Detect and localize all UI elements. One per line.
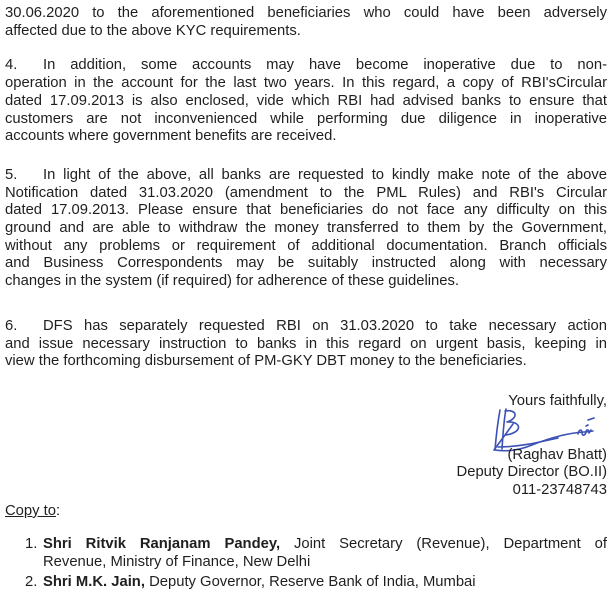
paragraph-number: 4. [5,57,18,74]
paragraph-line: affected due to the above KYC requirements. [5,22,301,39]
paragraph-line: customers are not inconvenienced while performing due diligence in inoperative [5,110,607,127]
list-item-line [43,574,607,592]
copy-to-label: Copy to [5,502,56,519]
list-item-number: 1. [25,536,38,553]
signature-block [5,393,607,500]
paragraph-5 [5,167,607,291]
list-item-line [43,536,607,554]
paragraph-6 [5,318,607,371]
paragraph-number: 5. [5,166,18,183]
signatory-phone: 011-23748743 [512,482,607,499]
recipient-title: Deputy Governor, Reserve Bank of India, Mumbai [144,573,476,590]
paragraph-line: Notification dated 31.03.2020 (amendment to the PML Rules) and RBI's Circular [5,184,607,201]
paragraph-line: In addition, some accounts may have become inoperative due to non- [43,57,607,74]
paragraph-line: and issue necessary instruction to banks in this regard on urgent basis, keeping in [5,335,607,352]
recipient-name: Shri Ritvik Ranjanam Pandey, [43,536,281,553]
recipient-name: Shri M.K. Jain, [43,573,145,590]
paragraph-line: without any problems or requirement of additional documentation. Branch officials [5,237,607,254]
copy-to-heading [5,503,607,521]
copy-to-list [5,536,607,591]
copy-to-colon: : [56,502,61,519]
list-item-number: 2. [25,573,38,590]
copy-to-item [25,573,607,592]
salutation: Yours faithfully, [508,392,607,409]
copy-to-item [25,536,607,571]
recipient-title: Joint Secretary (Revenue), Department of [280,536,607,553]
paragraph-line: operation in the account for the last two years. In this regard, a copy of RBI'sCircular [5,75,607,92]
signatory-name: (Raghav Bhatt) [507,446,607,463]
paragraph-continuation [5,5,607,40]
paragraph-line: ground and are able to withdraw the money transferred to them by the Government, [5,220,607,237]
paragraph-line: changes in the system (if required) for adherence of these guidelines. [5,273,460,290]
paragraph-number: 6. [5,317,18,334]
paragraph-line: accounts where government benefits are received. [5,128,337,145]
paragraph-line: view the forthcoming disbursement of PM-GKY DBT money to the beneficiaries. [5,353,527,370]
paragraph-line: 30.06.2020 to the aforementioned beneficiaries who could have been adversely [5,5,607,21]
signatory-designation: Deputy Director (BO.II) [456,464,607,481]
paragraph-line: and Business Correspondents may be suitably instructed along with necessary [5,255,607,272]
paragraph-4 [5,57,607,146]
paragraph-line: dated 17.09.2013. Please ensure that beneficiaries do not face any difficulty on this [5,202,607,219]
paragraph-line: In light of the above, all banks are requested to kindly make note of the above [43,166,607,183]
list-item-line: Revenue, Ministry of Finance, New Delhi [43,554,311,571]
paragraph-line: dated 17.09.2013 is also enclosed, vide which RBI had advised banks to ensure that [5,92,607,109]
paragraph-line: DFS has separately requested RBI on 31.03.2020 to take necessary action [43,317,607,334]
